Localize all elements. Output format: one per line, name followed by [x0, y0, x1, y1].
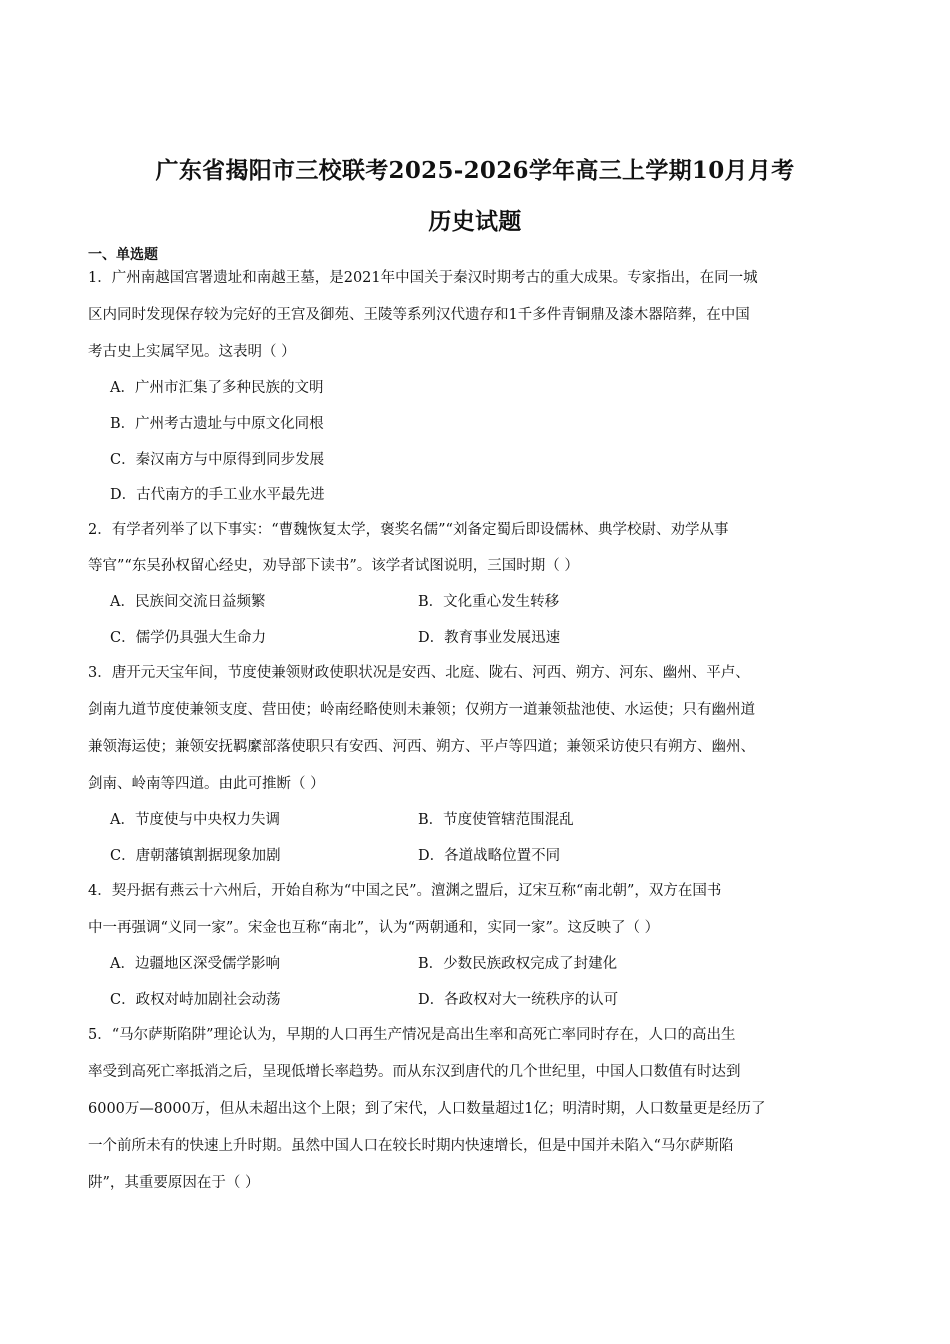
- question-4-option-b[interactable]: B．少数民族政权完成了封建化: [418, 956, 618, 972]
- question-2-option-c[interactable]: C．儒学仍具强大生命力: [110, 630, 267, 646]
- question-1-option-d[interactable]: D．古代南方的手工业水平最先进: [110, 487, 325, 503]
- subject-title: 历史试题: [428, 208, 522, 235]
- question-2-line-1: 2．有学者列举了以下事实：“曹魏恢复太学，褒奖名儒”“刘备定蜀后即设儒林、典学校尉、劝学从事: [88, 522, 729, 538]
- question-1-option-a[interactable]: A．广州市汇集了多种民族的文明: [110, 380, 324, 396]
- question-1-option-c[interactable]: C．秦汉南方与中原得到同步发展: [110, 452, 325, 468]
- question-3-option-a[interactable]: A．节度使与中央权力失调: [110, 812, 280, 828]
- question-3-line-1: 3．唐开元天宝年间，节度使兼领财政使职状况是安西、北庭、陇右、河西、朔方、河东、幽州、平卢、: [88, 665, 750, 681]
- question-2-option-b[interactable]: B．文化重心发生转移: [418, 594, 560, 610]
- section-heading: 一、单选题: [88, 247, 158, 263]
- question-1-line-3: 考古史上实属罕见。这表明（ ）: [88, 344, 296, 360]
- question-2-option-a[interactable]: A．民族间交流日益频繁: [110, 594, 266, 610]
- question-4-line-1: 4．契丹据有燕云十六州后，开始自称为“中国之民”。澶渊之盟后，辽宋互称“南北朝”，双方在国书: [88, 883, 722, 899]
- question-2-option-d[interactable]: D．教育事业发展迅速: [418, 630, 561, 646]
- question-5-line-5: 阱”，其重要原因在于（ ）: [88, 1175, 260, 1191]
- question-4-option-a[interactable]: A．边疆地区深受儒学影响: [110, 956, 280, 972]
- question-3-line-4: 剑南、岭南等四道。由此可推断（ ）: [88, 776, 325, 792]
- question-4-line-2: 中一再强调“义同一家”。宋金也互称“南北”，认为“两朝通和，实同一家”。这反映了（ ）: [88, 920, 660, 936]
- question-5-line-1: 5．“马尔萨斯陷阱”理论认为，早期的人口再生产情况是高出生率和高死亡率同时存在，人口的高出生: [88, 1027, 736, 1043]
- question-5-line-2: 率受到高死亡率抵消之后，呈现低增长率趋势。而从东汉到唐代的几个世纪里，中国人口数值有时达到: [88, 1064, 741, 1080]
- question-1-line-1: 1．广州南越国宫署遗址和南越王墓，是2021年中国关于秦汉时期考古的重大成果。专家指出，在同一城: [88, 270, 758, 286]
- question-3-line-2: 剑南九道节度使兼领支度、营田使；岭南经略使则未兼领；仅朔方一道兼领盐池使、水运使；只有幽州道: [88, 702, 755, 718]
- question-1-option-b[interactable]: B．广州考古遗址与中原文化同根: [110, 416, 324, 432]
- question-3-option-d[interactable]: D．各道战略位置不同: [418, 848, 561, 864]
- question-5-line-3: 6000万—8000万，但从未超出这个上限；到了宋代，人口数量超过1亿；明清时期，人口数量更是经历了: [88, 1101, 766, 1117]
- question-3-option-c[interactable]: C．唐朝藩镇割据现象加剧: [110, 848, 281, 864]
- question-5-line-4: 一个前所未有的快速上升时期。虽然中国人口在较长时期内快速增长，但是中国并未陷入“马尔萨斯陷: [88, 1138, 734, 1154]
- question-4-option-c[interactable]: C．政权对峙加剧社会动荡: [110, 992, 281, 1008]
- question-3-option-b[interactable]: B．节度使管辖范围混乱: [418, 812, 574, 828]
- question-1-line-2: 区内同时发现保存较为完好的王宫及御苑、王陵等系列汉代遗存和1千多件青铜鼎及漆木器陪葬，在中国: [88, 307, 750, 323]
- exam-title: 广东省揭阳市三校联考2025-2026学年高三上学期10月月考: [155, 157, 795, 184]
- question-4-option-d[interactable]: D．各政权对大一统秩序的认可: [418, 992, 619, 1008]
- question-2-line-2: 等官”“东吴孙权留心经史，劝导部下读书”。该学者试图说明，三国时期（ ）: [88, 558, 579, 574]
- question-3-line-3: 兼领海运使；兼领安抚羁縻部落使职只有安西、河西、朔方、平卢等四道；兼领采访使只有朔方、幽州、: [88, 739, 755, 755]
